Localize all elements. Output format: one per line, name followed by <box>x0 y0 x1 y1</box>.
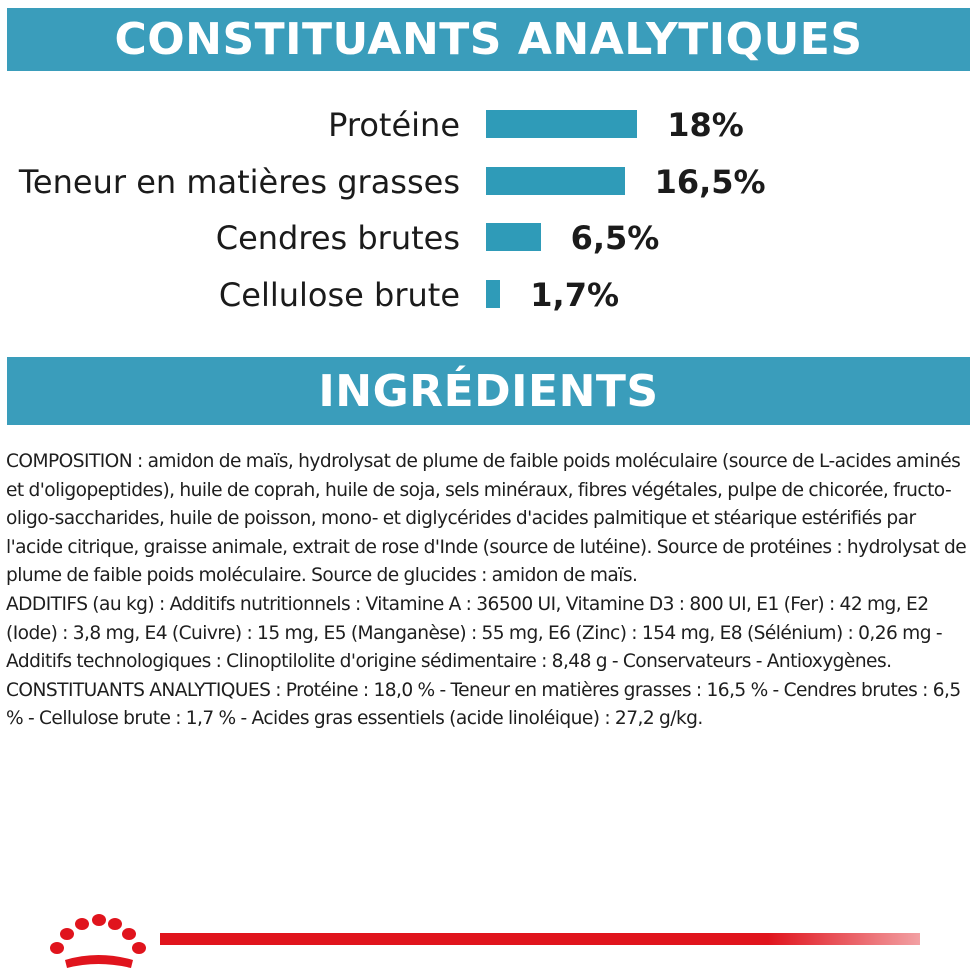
analytics-bar <box>486 167 625 195</box>
analytics-row-fat <box>0 157 970 207</box>
analytics-value: 16,5% <box>654 163 766 201</box>
analytics-label: Cendres brutes <box>215 219 460 257</box>
analytics-label: Protéine <box>328 106 460 144</box>
analytics-banner <box>7 8 970 71</box>
analytics-value: 6,5% <box>570 219 660 257</box>
analytics-value: 1,7% <box>530 276 620 314</box>
ingredients-title: INGRÉDIENTS <box>318 366 659 417</box>
analytics-row-ash <box>0 213 970 263</box>
royal-canin-crown-icon <box>45 910 165 970</box>
ingredients-banner <box>7 357 970 425</box>
analytics-label: Teneur en matières grasses <box>18 163 460 201</box>
analytics-label: Cellulose brute <box>218 276 460 314</box>
brand-footer-line <box>160 933 920 945</box>
composition-paragraph: COMPOSITION : amidon de maïs, hydrolysat de plume de faible poids moléculaire (source de L-acides aminés et d'oligopeptides), huile de coprah, huile de soja, sels minéraux, fibres végétales, pulpe de chicorée, fructo-oligo-saccharides, huile de poisson, mono- et diglycérides d'acides palmitique et stéarique estérifiés par l'acide citrique, graisse animale, extrait de rose d'Inde (source de lutéine). Source de protéines : hydrolysat de plume de faible poids moléculaire. Source de glucides : amidon de maïs. <box>6 451 967 587</box>
analytics-bar <box>486 280 500 308</box>
analytics-title: CONSTITUANTS ANALYTIQUES <box>114 14 863 65</box>
analytics-bar <box>486 110 637 138</box>
analytics-row-fibre <box>0 270 970 320</box>
analytics-value: 18% <box>667 106 744 144</box>
analytics-row-protein <box>0 100 970 150</box>
ingredients-text <box>6 448 968 734</box>
analytical-constituents-paragraph: CONSTITUANTS ANALYTIQUES : Protéine : 18,0 % - Teneur en matières grasses : 16,5 % - Cendres brutes : 6,5 % - Cellulose brute : 1,7 % - Acides gras essentiels (acide linoléique) : 27,2 g/kg. <box>6 679 961 730</box>
analytics-bar <box>486 223 541 251</box>
additives-paragraph: ADDITIFS (au kg) : Additifs nutritionnels : Vitamine A : 36500 UI, Vitamine D3 : 800 UI, E1 (Fer) : 42 mg, E2 (Iode) : 3,8 mg, E4 (Cuivre) : 15 mg, E5 (Manganèse) : 55 mg, E6 (Zinc) : 154 mg, E8 (Sélénium) : 0,26 mg - Additifs technologiques : Clinoptilolite d'origine sédimentaire : 8,48 g - Conservateurs - Antioxygènes. <box>6 593 942 673</box>
